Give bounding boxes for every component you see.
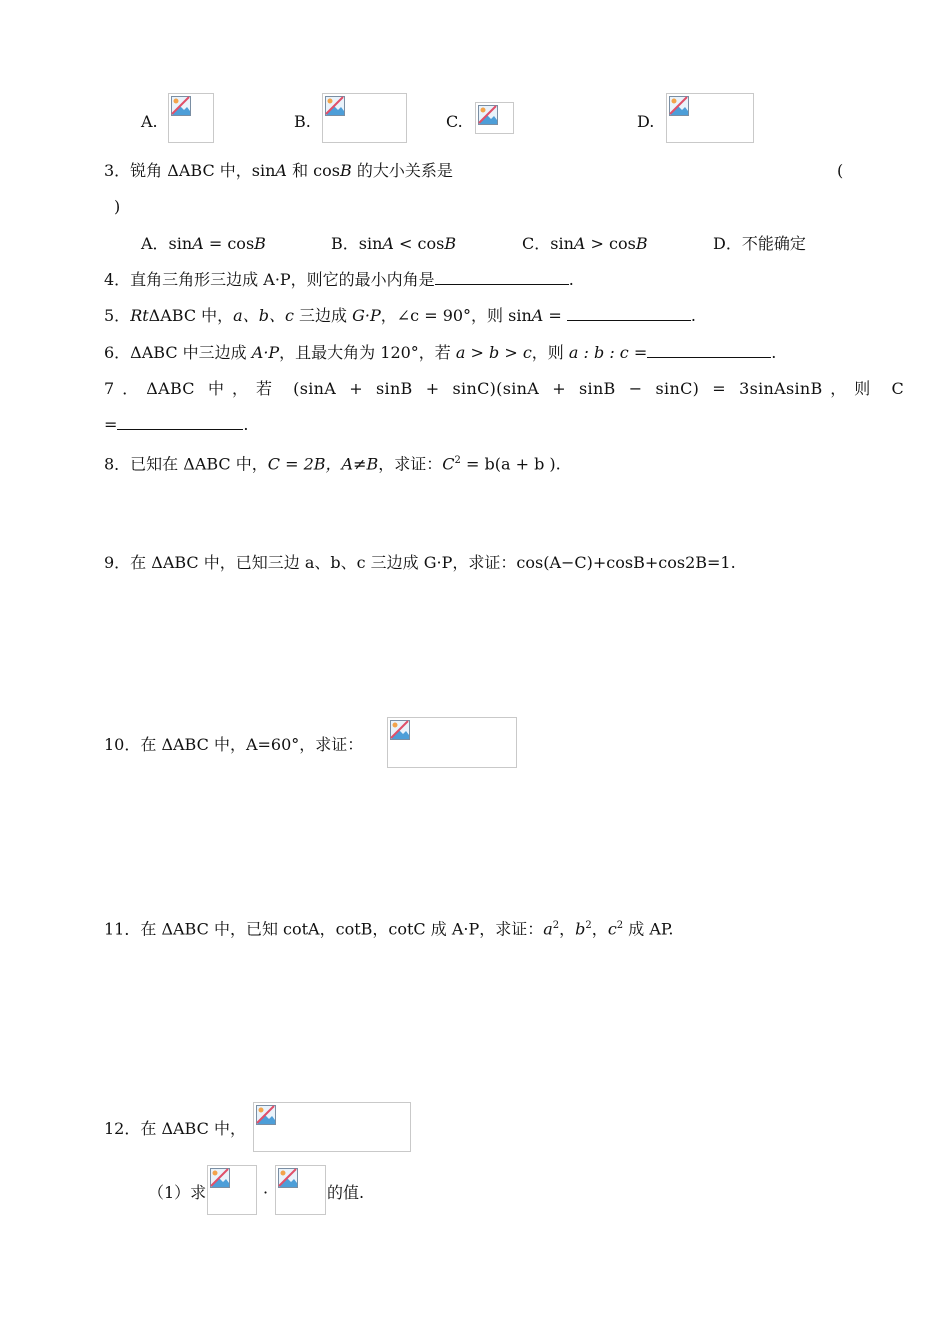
question-3-stem: [104, 160, 453, 182]
q3-opt-a-text: A．sin: [141, 234, 193, 253]
broken-image-icon: [669, 96, 689, 116]
q7-end: .: [243, 415, 249, 434]
q7-eq: =: [104, 415, 118, 434]
q11-sup-c: 2: [616, 920, 624, 931]
q8-condition: C = 2B，A≠B: [267, 454, 379, 474]
q3-var-b: B: [339, 161, 352, 180]
q11-var-a: a: [543, 919, 553, 939]
broken-image-icon: [171, 96, 191, 116]
q3-option-c: [522, 233, 648, 255]
q10-formula-image: [387, 717, 517, 768]
q3-opt-b-text: B．sin: [331, 234, 383, 253]
broken-image-icon: [278, 1168, 298, 1188]
q4-answer-blank: [435, 270, 569, 285]
q11-end: 成 AP.: [623, 919, 674, 939]
q12-part-1-end: 的值.: [327, 1183, 365, 1202]
q3-opt-a-var2: B: [254, 234, 266, 253]
option-d-label: D.: [637, 112, 655, 131]
q12-part-1-label: （1）求: [148, 1183, 207, 1202]
option-a-label: A.: [141, 112, 158, 131]
q5-var-a: A: [531, 306, 544, 325]
q11-sep1: ，: [559, 919, 576, 939]
q3-paren-open: (: [837, 161, 844, 180]
q3-option-a: [141, 233, 266, 255]
question-9: 9．在 ΔABC 中，已知三边 a、b、c 三边成 G·P，求证：cos(A−C)+cosB+cos2B=1.: [104, 553, 736, 572]
q6-text2: ，且最大角为 120°，若: [279, 343, 456, 362]
q3-opt-b-op: < cos: [393, 234, 445, 253]
q3-paren-close: ): [114, 197, 121, 216]
q8-superscript: 2: [454, 455, 461, 466]
q6-inequality: a > b > c: [455, 343, 532, 362]
q3-and-cos: 和 cos: [286, 161, 340, 180]
q3-triangle: ΔABC 中，: [167, 161, 252, 180]
q11-text: 11．在 ΔABC 中，已知 cotA，cotB，cotC 成 A·P，求证：: [104, 919, 544, 939]
q7-answer-blank: [117, 415, 243, 430]
q5-answer-blank: [567, 306, 691, 321]
q5-triangle: ΔABC 中，: [148, 306, 234, 325]
q5-text: 三边成: [293, 306, 353, 325]
q3-opt-b-var2: B: [444, 234, 457, 253]
q5-end: .: [690, 306, 697, 325]
question-7-line2: [104, 414, 249, 436]
q4-end: .: [568, 270, 574, 289]
option-d-image: [666, 93, 754, 143]
q3-opt-b-var: A: [382, 234, 394, 253]
option-b-image: [322, 93, 407, 143]
broken-image-icon: [478, 105, 498, 125]
broken-image-icon: [390, 720, 410, 740]
question-11: [104, 915, 674, 940]
option-c-label: C.: [446, 112, 463, 131]
q11-var-b: b: [575, 919, 586, 939]
q12-part-1-image-b: [275, 1165, 326, 1215]
q5-eq: =: [543, 306, 567, 325]
q11-sup-a: 2: [552, 920, 560, 931]
broken-image-icon: [256, 1105, 276, 1125]
q3-opt-c-text: C．sin: [522, 234, 574, 253]
q12-part-1-image-a: [207, 1165, 257, 1215]
q3-opt-c-var: A: [573, 234, 586, 253]
question-6: [104, 342, 776, 364]
q3-number: 3．锐角: [104, 161, 163, 180]
question-5: [104, 305, 696, 327]
q3-opt-c-op: > cos: [585, 234, 636, 253]
q5-number: 5．: [104, 306, 131, 325]
question-8: [104, 450, 561, 475]
q5-gp: G·P: [352, 306, 381, 325]
q8-var-c: C: [442, 454, 455, 474]
q3-option-b: [331, 233, 456, 255]
q12-formula-image: [253, 1102, 411, 1152]
q11-sep2: ，: [591, 919, 608, 939]
q6-answer-blank: [647, 343, 771, 358]
q5-sides: a、b、c: [233, 306, 294, 325]
q3-stem-end: 的大小关系是: [351, 161, 453, 180]
q12-dot: ·: [263, 1183, 269, 1202]
q3-option-d: D．不能确定: [713, 234, 806, 253]
q6-end: .: [771, 343, 777, 362]
question-4: [104, 269, 574, 291]
broken-image-icon: [325, 96, 345, 116]
q8-text: 8．已知在 ΔABC 中，: [104, 454, 268, 474]
option-b-label: B.: [294, 112, 311, 131]
option-c-image: [475, 102, 514, 134]
q8-prove: ，求证：: [378, 454, 443, 474]
option-a-image: [168, 93, 214, 143]
broken-image-icon: [210, 1168, 230, 1188]
q6-ap: A·P: [251, 343, 280, 362]
q4-text: 4．直角三角形三边成 A·P，则它的最小内角是: [104, 270, 435, 289]
q5-text2: ，∠c = 90°，则 sin: [380, 306, 532, 325]
q3-sin: sin: [251, 161, 276, 180]
q6-text3: ，则: [531, 343, 569, 362]
q6-ratio: a : b : c: [568, 343, 629, 362]
question-10: 10．在 ΔABC 中，A=60°，求证：: [104, 735, 364, 754]
q11-var-c: c: [607, 919, 617, 939]
q6-eq: =: [628, 343, 648, 362]
q3-opt-a-var: A: [192, 234, 204, 253]
q3-var-a: A: [275, 161, 287, 180]
q5-rt: Rt: [130, 306, 149, 325]
q3-opt-a-op: = cos: [203, 234, 255, 253]
question-7-line1: 7．ΔABC 中，若 (sinA + sinB + sinC)(sinA + sinB − sinC) = 3sinAsinB，则 C: [104, 379, 904, 398]
q11-sup-b: 2: [585, 920, 592, 931]
q8-rest: = b(a + b ).: [460, 454, 561, 474]
question-12: 12．在 ΔABC 中，: [104, 1119, 246, 1138]
q6-text: 6．ΔABC 中三边成: [104, 343, 252, 362]
q3-opt-c-var2: B: [635, 234, 648, 253]
